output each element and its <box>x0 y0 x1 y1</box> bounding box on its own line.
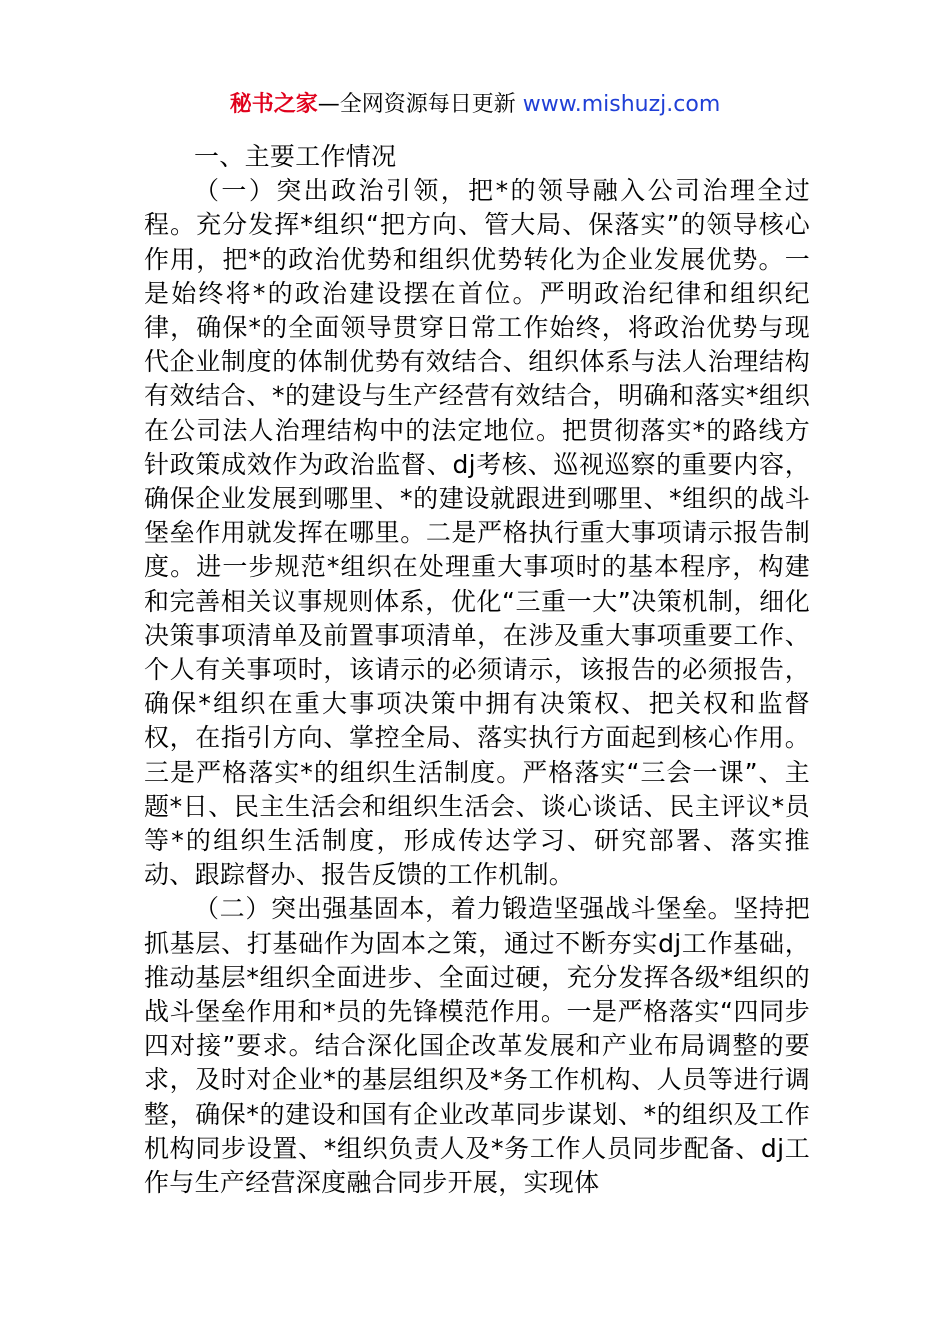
header-slogan: —全网资源每日更新 <box>317 92 516 117</box>
document-body <box>144 140 810 1200</box>
paragraph-2: （二）突出强基固本，着力锻造坚强战斗堡垒。坚持把抓基层、打基础作为固本之策，通过不断夯实dj工作基础，推动基层*组织全面进步、全面过硬，充分发挥各级*组织的战斗堡垒作用和*员的先锋模范作用。一是严格落实“四同步四对接”要求。结合深化国企改革发展和产业布局调整的要求，及时对企业*的基层组织及*务工作机构、人员等进行调整，确保*的建设和国有企业改革同步谋划、*的组织及工作机构同步设置、*组织负责人及*务工作人员同步配备、dj工作与生产经营深度融合同步开展，实现体 <box>144 894 810 1198</box>
brand-name: 秘书之家 <box>229 92 318 117</box>
site-link[interactable]: www.mishuzj.com <box>522 92 721 117</box>
section-title: 一、主要工作情况 <box>194 142 397 171</box>
paragraph-1: （一）突出政治引领，把*的领导融入公司治理全过程。充分发挥*组织“把方向、管大局、保落实”的领导核心作用，把*的政治优势和组织优势转化为企业发展优势。一是始终将*的政治建设摆在首位。严明政治纪律和组织纪律，确保*的全面领导贯穿日常工作始终，将政治优势与现代企业制度的体制优势有效结合、组织体系与法人治理结构有效结合、*的建设与生产经营有效结合，明确和落实*组织在公司法人治理结构中的法定地位。把贯彻落实*的路线方针政策成效作为政治监督、dj考核、巡视巡察的重要内容，确保企业发展到哪里、*的建设就跟进到哪里、*组织的战斗堡垒作用就发挥在哪里。二是严格执行重大事项请示报告制度。进一步规范*组织在处理重大事项时的基本程序，构建和完善相关议事规则体系，优化“三重一大”决策机制，细化决策事项清单及前置事项清单，在涉及重大事项重要工作、个人有关事项时，该请示的必须请示，该报告的必须报告，确保*组织在重大事项决策中拥有决策权、把关权和监督权，在指引方向、掌控全局、落实执行方面起到核心作用。三是严格落实*的组织生活制度。严格落实“三会一课”、主题*日、民主生活会和组织生活会、谈心谈话、民主评议*员等*的组织生活制度，形成传达学习、研究部署、落实推动、跟踪督办、报告反馈的工作机制。 <box>144 176 810 890</box>
page-header <box>0 88 950 122</box>
